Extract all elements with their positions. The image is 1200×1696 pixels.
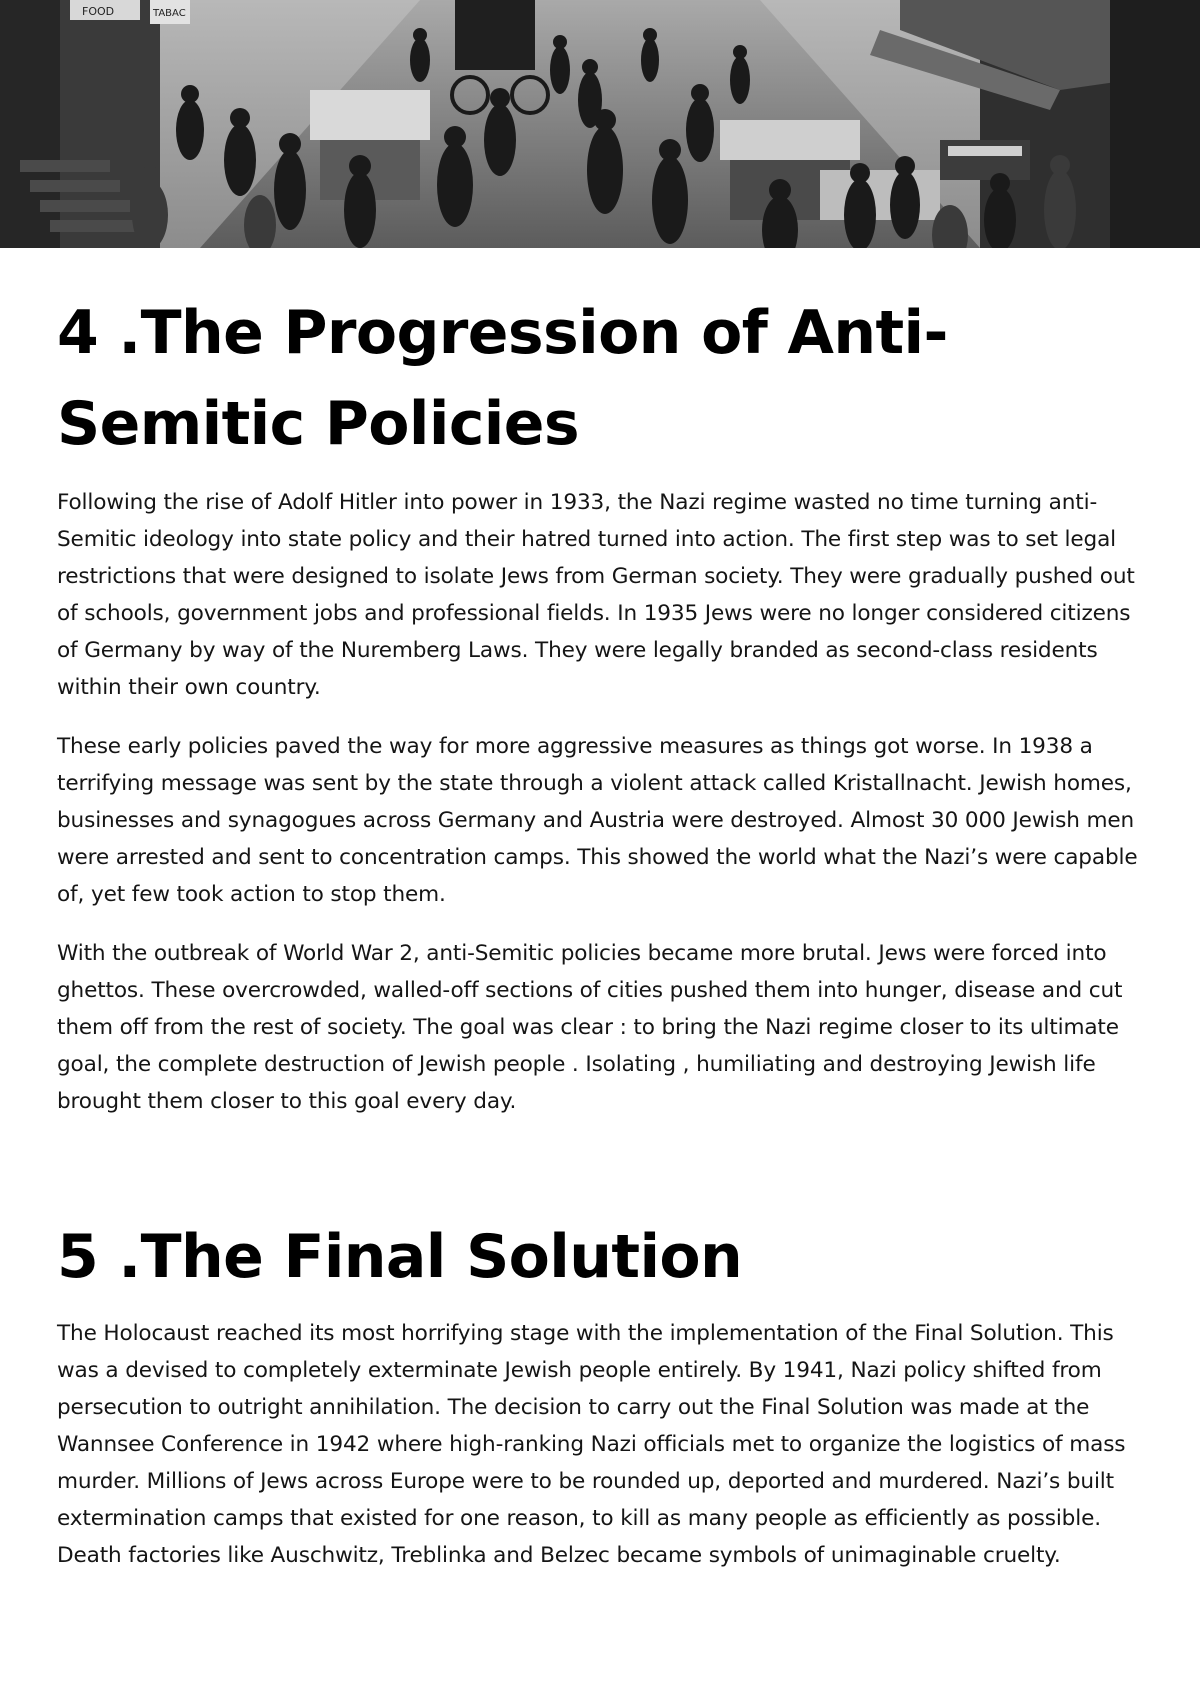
section-4-paragraph-1: Following the rise of Adolf Hitler into power in 1933, the Nazi regime wasted no time turning anti-Semitic ideology into state policy and their hatred turned into action. The first step was to set legal restrictions that were designed to isolate Jews from German society. They were gradually pushed out of schools, government jobs and professional fields. In 1935 Jews were no longer considered citizens of Germany by way of the Nuremberg Laws. They were legally branded as second-class residents within their own country. <box>57 490 1135 700</box>
article-body <box>57 288 1147 1574</box>
section-4-heading: 4 .The Progression of Anti-Semitic Policies <box>57 298 948 459</box>
section-4-paragraph-3: With the outbreak of World War 2, anti-Semitic policies became more brutal. Jews were forced into ghettos. These overcrowded, walled-off sections of cities pushed them into hunger, disease and cut them off from the rest of society. The goal was clear : to bring the Nazi regime closer to its ultimate goal, the complete destruction of Jewish people . Isolating , humiliating and destroying Jewish life brought them closer to this goal every day. <box>57 941 1123 1114</box>
section-4-paragraph-2: These early policies paved the way for more aggressive measures as things got worse. In 1938 a terrifying message was sent by the state through a violent attack called Kristallnacht. Jewish homes, businesses and synagogues across Germany and Austria were destroyed. Almost 30 000 Jewish men were arrested and sent to concentration camps. This showed the world what the Nazi’s were capable of, yet few took action to stop them. <box>57 734 1138 907</box>
sign-left-text: FOOD <box>82 5 115 18</box>
sign-tabac-text: TABAC <box>153 8 186 19</box>
street-market-photo-icon <box>0 0 1200 248</box>
section-5-heading: 5 .The Final Solution <box>57 1222 743 1292</box>
header-photo <box>0 0 1200 248</box>
section-5-paragraph-1: The Holocaust reached its most horrifying stage with the implementation of the Final Solution. This was a devised to completely exterminate Jewish people entirely. By 1941, Nazi policy shifted from persecution to outright annihilation. The decision to carry out the Final Solution was made at the Wannsee Conference in 1942 where high-ranking Nazi officials met to organize the logistics of mass murder. Millions of Jews across Europe were to be rounded up, deported and murdered. Nazi’s built extermination camps that existed for one reason, to kill as many people as efficiently as possible. Death factories like Auschwitz, Treblinka and Belzec became symbols of unimaginable cruelty. <box>57 1321 1126 1568</box>
